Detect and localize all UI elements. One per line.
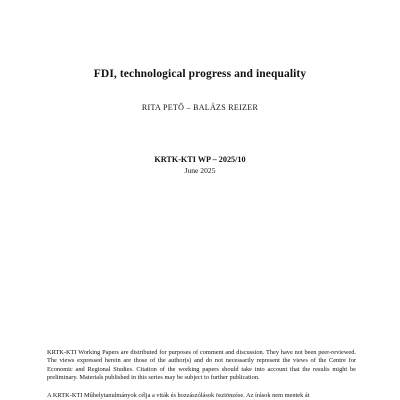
paper-authors: RITA PETŐ – BALÁZS REIZER [141,103,259,112]
working-paper-series-id: KRTK-KTI WP – 2025/10 [154,155,246,164]
disclaimer-hungarian: A KRTK-KTI Műhelytanulmányok célja a viták és hozzászólások ösztönzése. Az írások nem mentek át [47,392,310,399]
disclaimer-english: KRTK-KTI Working Papers are distributed for purposes of comment and discussion. They have not been peer-reviewed. The views expressed herein are those of the author(s) and do not necessarily represent the views of the Centre for Economic and Regional Studies. Citation of the working papers should take into account that the results might be preliminary. Materials published in this series may be subject to further publication. [47,349,356,381]
paper-title: FDI, technological progress and inequality [93,68,307,80]
publication-date: June 2025 [184,166,216,175]
